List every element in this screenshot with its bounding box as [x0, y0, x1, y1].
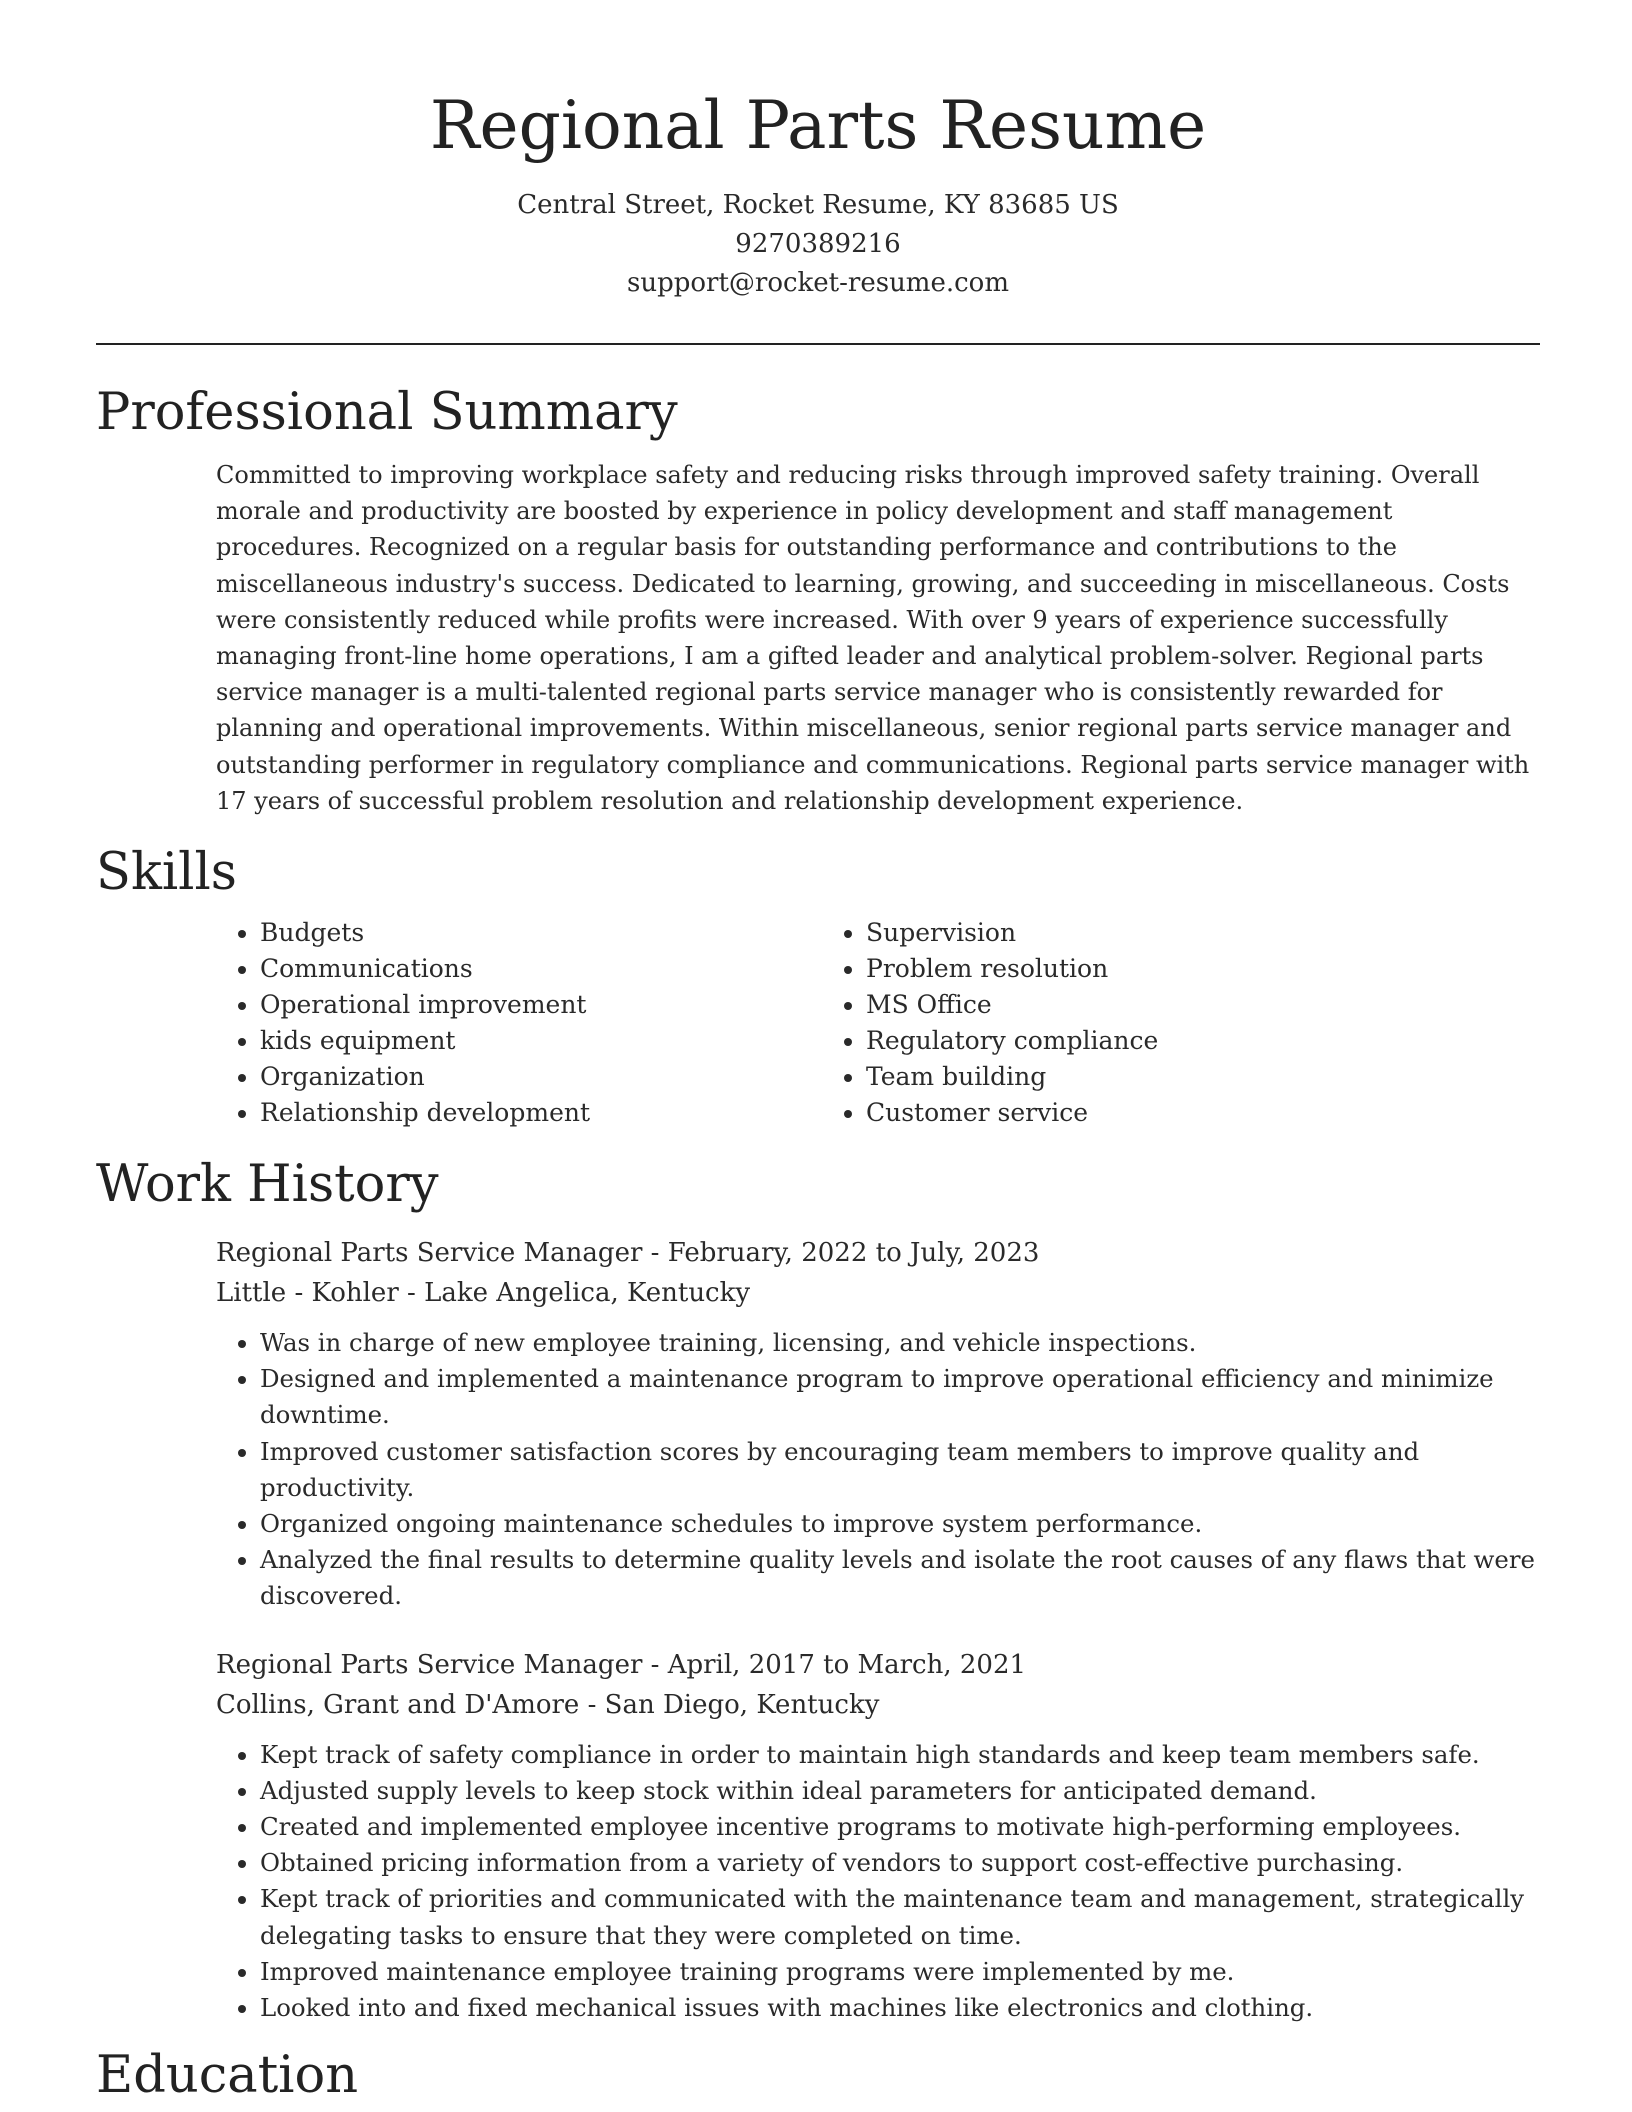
resume-name: Regional Parts Resume [429, 87, 1207, 164]
skills-column-1 [216, 915, 822, 1131]
skill-item: • Budgets [260, 915, 822, 951]
skill-item: • Supervision [866, 915, 1158, 951]
contact-address: Central Street, Rocket Resume, KY 83685 US [517, 190, 1119, 220]
skill-item: • kids equipment [260, 1023, 822, 1059]
contact-email: support@rocket-resume.com [626, 268, 1009, 298]
job-duty: • Created and implemented employee incentive programs to motivate high-performing employees. [260, 1809, 1540, 1845]
header-divider [96, 343, 1540, 345]
job-title-line: Regional Parts Service Manager - April, 2017 to March, 2021 [216, 1649, 1027, 1680]
skill-item: • Communications [260, 951, 822, 987]
skill-item: • Regulatory compliance [866, 1023, 1158, 1059]
work-history-heading: Work History [96, 1155, 439, 1215]
job-duties-list [216, 1737, 1540, 2027]
job-duty: • Adjusted supply levels to keep stock within ideal parameters for anticipated demand. [260, 1773, 1540, 1809]
skill-item: • Customer service [866, 1095, 1158, 1131]
job-duty: • Kept track of safety compliance in order to maintain high standards and keep team members safe. [260, 1737, 1540, 1773]
job-duty: • Designed and implemented a maintenance program to improve operational efficiency and minimize downtime. [260, 1361, 1540, 1433]
job-entry [216, 1233, 1540, 1615]
skills-list [216, 915, 1540, 1131]
job-duty: • Organized ongoing maintenance schedules to improve system performance. [260, 1506, 1540, 1542]
job-duties-list [216, 1325, 1540, 1615]
resume-page [96, 0, 1540, 2106]
job-duty: • Improved customer satisfaction scores by encouraging team members to improve quality and productivity. [260, 1434, 1540, 1506]
skill-item: • Relationship development [260, 1095, 822, 1131]
job-duty: • Improved maintenance employee training programs were implemented by me. [260, 1954, 1540, 1990]
contact-phone: 9270389216 [735, 229, 901, 259]
job-company-line: Little - Kohler - Lake Angelica, Kentucky [216, 1278, 751, 1309]
job-company-line: Collins, Grant and D'Amore - San Diego, Kentucky [216, 1689, 880, 1720]
job-duty: • Analyzed the final results to determine quality levels and isolate the root causes of any flaws that were discovered. [260, 1542, 1540, 1614]
summary-heading: Professional Summary [96, 383, 678, 442]
resume-header [96, 0, 1540, 303]
skill-item: • Organization [260, 1059, 822, 1095]
contact-info [96, 186, 1540, 303]
skills-column-2 [822, 915, 1158, 1131]
skill-item: • Team building [866, 1059, 1158, 1095]
job-duty: • Obtained pricing information from a variety of vendors to support cost-effective purchasing. [260, 1845, 1540, 1881]
summary-text: Committed to improving workplace safety and reducing risks through improved safety training. Overall morale and productivity are boosted by experience in policy development and staff management procedures. Recognized on a regular basis for outstanding performance and contributions to the miscellaneous industry's success. Dedicated to learning, growing, and succeeding in miscellaneous. Costs were consistently reduced while profits were increased. With over 9 years of experience successfully managing front-line home operations, I am a gifted leader and analytical problem-solver. Regional parts service manager is a multi-talented regional parts service manager who is consistently rewarded for planning and operational improvements. Within miscellaneous, senior regional parts service manager and outstanding performer in regulatory compliance and communications. Regional parts service manager with 17 years of successful problem resolution and relationship development experience. [216, 461, 1530, 815]
skill-item: • Problem resolution [866, 951, 1158, 987]
job-duty: • Was in charge of new employee training, licensing, and vehicle inspections. [260, 1325, 1540, 1361]
job-duty: • Kept track of priorities and communicated with the maintenance team and management, strategically delegating tasks to ensure that they were completed on time. [260, 1881, 1540, 1953]
skill-item: • MS Office [866, 987, 1158, 1023]
skill-item: • Operational improvement [260, 987, 822, 1023]
job-duty: • Looked into and fixed mechanical issues with machines like electronics and clothing. [260, 1990, 1540, 2026]
job-title-line: Regional Parts Service Manager - February, 2022 to July, 2023 [216, 1238, 1040, 1269]
education-heading: Education [96, 2046, 359, 2106]
skills-heading: Skills [96, 843, 237, 903]
job-entry [216, 1645, 1540, 2027]
